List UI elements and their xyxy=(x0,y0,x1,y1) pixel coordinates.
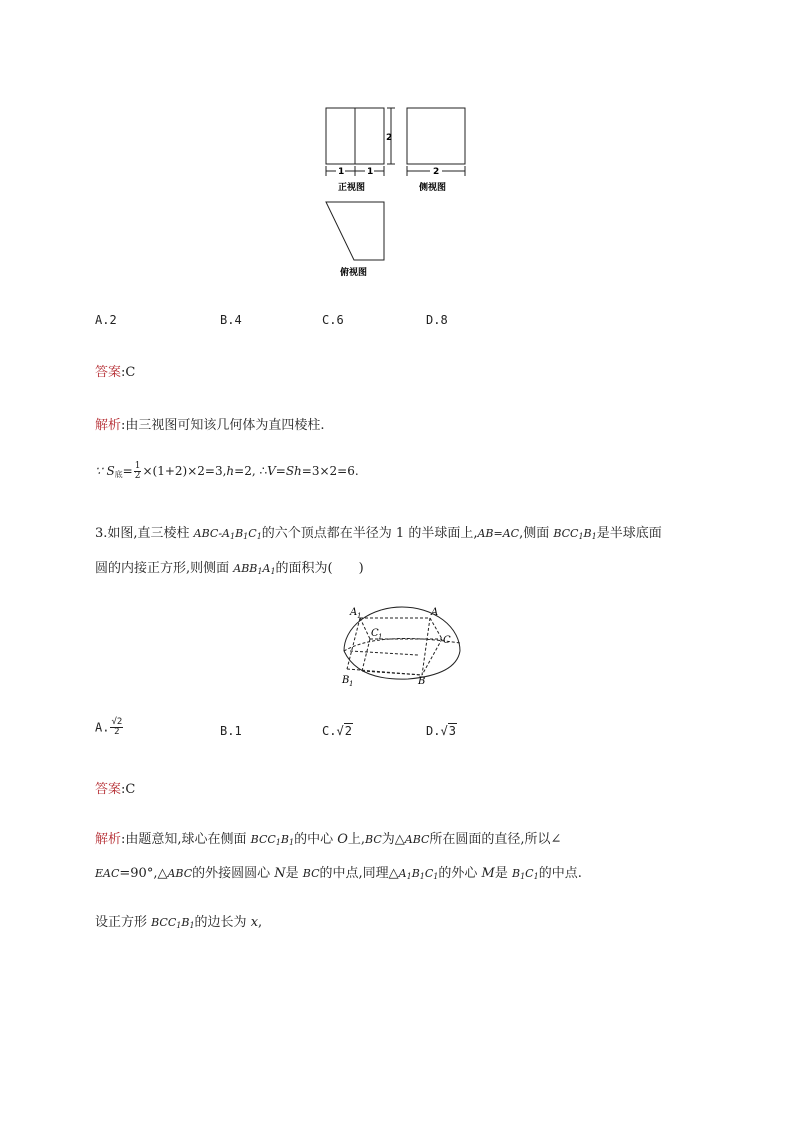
q2-option-d: D.8 xyxy=(426,313,448,327)
q2-calc: ∵ $S_底=$ $\frac{1}{2}$ ×(1+2)×2=3,h=2, ∴V=Sh=3×2=6. xyxy=(95,461,359,481)
top-view-label: 俯视图 xyxy=(340,268,368,278)
analysis-label: 解析 xyxy=(95,418,122,433)
dim-1a: 1 xyxy=(338,167,345,177)
side-view-label: 侧视图 xyxy=(419,183,447,193)
q2-option-a: A.2 xyxy=(95,313,117,327)
q3-analysis-line2: EAC=90°,△ABC的外接圆圆心 N是 BC的中点,同理$\triangle A_1B_1C_1$的外心 M是 $B_1C_1$的中点. xyxy=(95,866,582,881)
q2-answer xyxy=(95,361,135,380)
dim-2-side: 2 xyxy=(433,167,440,177)
answer-value: :C xyxy=(121,365,136,380)
q3-text-line2: 圆的内接正方形,则侧面 $ABB_1A_1$的面积为( ) xyxy=(95,561,364,576)
q3-analysis-line1: 解析:由题意知,球心在侧面 $BCC_1B_1$的中心 O上,BC为△ABC所在圆面的直径,所以∠ xyxy=(95,832,562,847)
q3-option-d: D.√3 xyxy=(426,724,456,738)
q3-option-c: C.√2 xyxy=(322,724,352,738)
q3-analysis-line3: 设正方形 $BCC_1B_1$的边长为 x, xyxy=(95,915,263,930)
dim-2-height: 2 xyxy=(386,133,393,143)
q2-analysis xyxy=(95,414,325,433)
base-front xyxy=(344,651,460,679)
svg-text:1: 1 xyxy=(378,633,383,641)
q3-option-b: B.1 xyxy=(220,724,242,738)
label-b: B xyxy=(418,676,426,687)
top-view-trapezoid xyxy=(326,202,384,260)
analysis-text: :由三视图可知该几何体为直四棱柱. xyxy=(121,418,325,433)
label-a1: A xyxy=(350,607,358,618)
hemisphere-prism-figure xyxy=(338,603,468,691)
q3-option-a: A. $\frac{√2}{2}$ xyxy=(95,717,123,737)
svg-text:1: 1 xyxy=(357,612,362,620)
q2-option-c: C.6 xyxy=(322,313,344,327)
label-c1: C xyxy=(371,628,379,639)
label-c: C xyxy=(443,635,451,646)
fraction-half: $\frac{1}{2}$ xyxy=(134,461,141,481)
front-view-label: 正视图 xyxy=(338,183,366,193)
answer-label: 答案 xyxy=(95,365,122,380)
three-view-figure xyxy=(318,100,478,280)
q2-option-b: B.4 xyxy=(220,313,242,327)
side-view-rect xyxy=(407,108,465,164)
label-b1: B xyxy=(342,675,350,686)
label-a: A xyxy=(431,607,439,618)
q3-text-line1: 3.如图,直三棱柱 ABC-$A_1B_1C_1$的六个顶点都在半径为 1 的半球面上,AB=AC,侧面 $BCC_1B_1$是半球底面 xyxy=(95,526,662,541)
dim-1b: 1 xyxy=(367,167,374,177)
svg-text:1: 1 xyxy=(349,680,354,688)
q3-answer: 答案:C xyxy=(95,782,136,797)
